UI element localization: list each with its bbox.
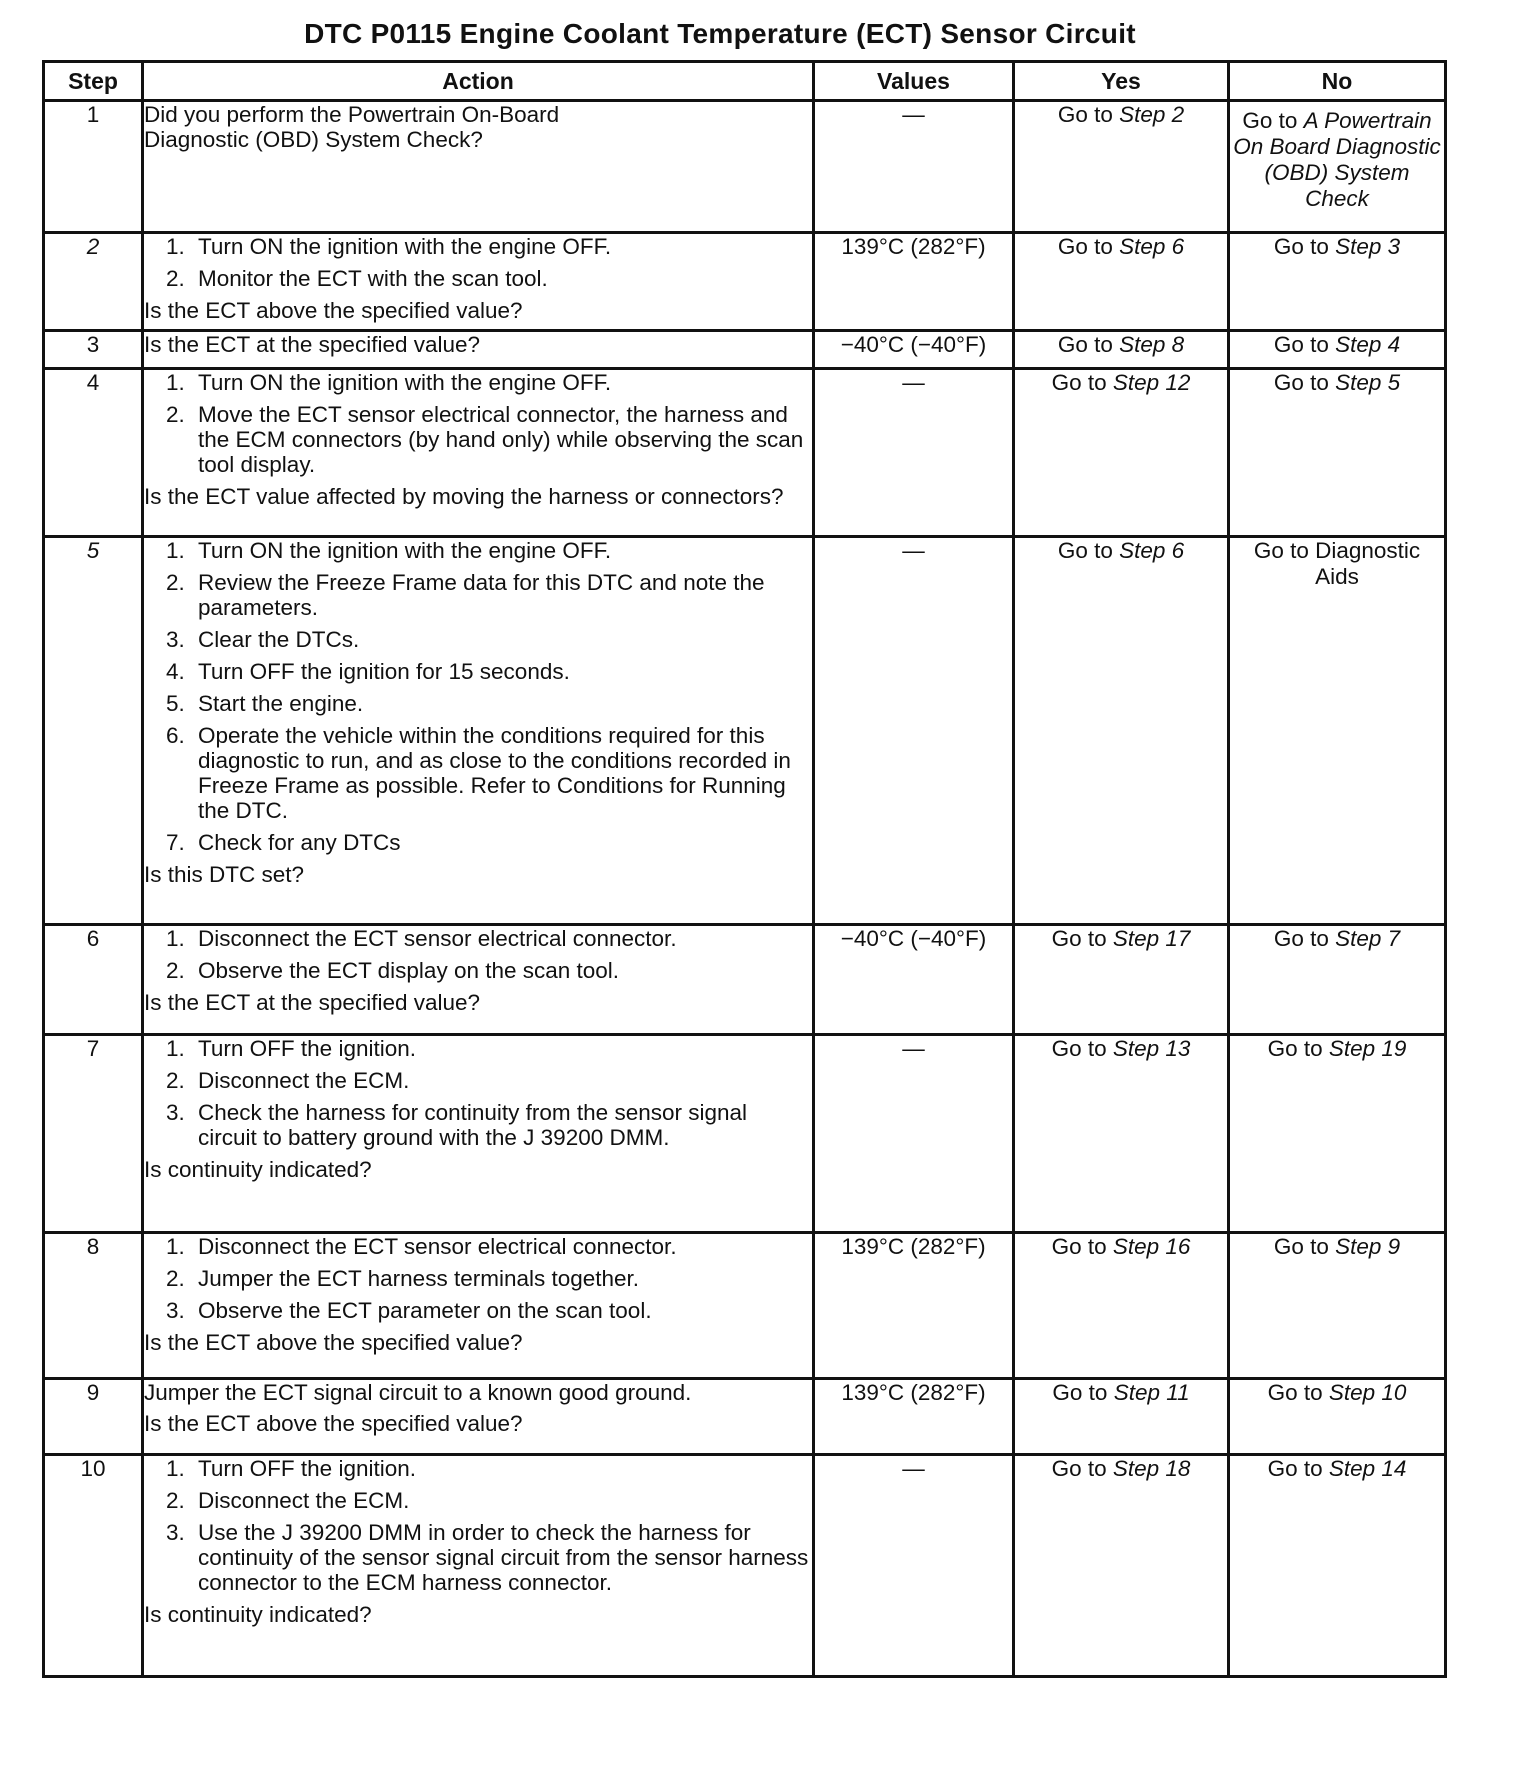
table-row bbox=[44, 537, 1446, 925]
no-cell: Go to Diagnostic Aids bbox=[1229, 537, 1446, 925]
value-cell: — bbox=[814, 537, 1014, 925]
action-question: Is continuity indicated? bbox=[144, 1602, 372, 1627]
list-item: 7. Check for any DTCs bbox=[166, 830, 401, 855]
value-cell: 139°C (282°F) bbox=[814, 1233, 1014, 1379]
value-cell: — bbox=[814, 1035, 1014, 1233]
action-list bbox=[144, 926, 812, 983]
step-number: 4 bbox=[44, 369, 143, 537]
list-item: 4. Turn OFF the ignition for 15 seconds. bbox=[166, 659, 570, 684]
action-question: Is the ECT above the specified value? bbox=[144, 1330, 523, 1355]
diagnostic-table bbox=[42, 60, 1447, 1678]
action-cell bbox=[143, 1035, 814, 1233]
table-row bbox=[44, 925, 1446, 1035]
list-item: 2. Monitor the ECT with the scan tool. bbox=[166, 266, 548, 291]
action-cell bbox=[143, 925, 814, 1035]
no-cell: Go to Step 7 bbox=[1229, 925, 1446, 1035]
step-number: 6 bbox=[44, 925, 143, 1035]
step-number: 9 bbox=[44, 1379, 143, 1455]
action-text: Jumper the ECT signal circuit to a known good ground. bbox=[144, 1380, 692, 1405]
action-cell bbox=[143, 101, 814, 233]
goto-prefix: Go to bbox=[1242, 108, 1304, 133]
action-list bbox=[144, 538, 812, 855]
goto-target: Step 2 bbox=[1119, 102, 1185, 127]
action-text: Did you perform the Powertrain On-Board Diagnostic (OBD) System Check? bbox=[144, 102, 560, 152]
no-cell: Go to Step 4 bbox=[1229, 331, 1446, 369]
header-step: Step bbox=[44, 62, 143, 101]
action-cell bbox=[143, 233, 814, 331]
action-question: Is the ECT at the specified value? bbox=[144, 990, 481, 1015]
page-title: DTC P0115 Engine Coolant Temperature (ECT) Sensor Circuit bbox=[304, 18, 1136, 49]
list-item: 1. Disconnect the ECT sensor electrical connector. bbox=[166, 926, 677, 951]
table-row bbox=[44, 331, 1446, 369]
action-cell bbox=[143, 331, 814, 369]
value-cell: −40°C (−40°F) bbox=[814, 331, 1014, 369]
step-number: 5 bbox=[44, 537, 143, 925]
yes-cell: Go to Step 13 bbox=[1014, 1035, 1229, 1233]
list-item: 3. Check the harness for continuity from the sensor signal circuit to battery ground with the J 39200 DMM. bbox=[166, 1100, 748, 1150]
table-row bbox=[44, 1035, 1446, 1233]
list-item: 2. Jumper the ECT harness terminals together. bbox=[166, 1266, 640, 1291]
action-list bbox=[144, 1234, 812, 1323]
value-cell: 139°C (282°F) bbox=[814, 233, 1014, 331]
action-cell bbox=[143, 537, 814, 925]
step-number: 2 bbox=[44, 233, 143, 331]
step-number: 1 bbox=[44, 101, 143, 233]
yes-cell: Go to Step 6 bbox=[1014, 537, 1229, 925]
step-number: 7 bbox=[44, 1035, 143, 1233]
yes-cell bbox=[1014, 101, 1229, 233]
step-number: 10 bbox=[44, 1455, 143, 1677]
header-values: Values bbox=[814, 62, 1014, 101]
no-cell: Go to Step 5 bbox=[1229, 369, 1446, 537]
no-cell: Go to Step 3 bbox=[1229, 233, 1446, 331]
value-cell: — bbox=[814, 101, 1014, 233]
list-item: 3. Observe the ECT parameter on the scan tool. bbox=[166, 1298, 652, 1323]
action-list bbox=[144, 370, 812, 477]
header-no: No bbox=[1229, 62, 1446, 101]
list-item: 2. Disconnect the ECM. bbox=[166, 1488, 410, 1513]
goto-prefix: Go to bbox=[1057, 102, 1120, 127]
list-item: 2. Move the ECT sensor electrical connector, the harness and the ECM connectors (by hand only) while observing the scan tool display. bbox=[166, 402, 804, 477]
action-text: Is the ECT at the specified value? bbox=[144, 332, 481, 357]
action-question: Is the ECT above the specified value? bbox=[144, 1411, 523, 1436]
table-row bbox=[44, 233, 1446, 331]
yes-cell: Go to Step 18 bbox=[1014, 1455, 1229, 1677]
list-item: 3. Use the J 39200 DMM in order to check the harness for continuity of the sensor signal circuit from the sensor harness connector to the ECM harness connector. bbox=[166, 1520, 809, 1595]
table-row bbox=[44, 369, 1446, 537]
list-item: 1. Turn ON the ignition with the engine OFF. bbox=[166, 234, 612, 259]
yes-cell: Go to Step 6 bbox=[1014, 233, 1229, 331]
value-cell: 139°C (282°F) bbox=[814, 1379, 1014, 1455]
list-item: 1. Turn ON the ignition with the engine OFF. bbox=[166, 370, 612, 395]
table-header-row bbox=[44, 62, 1446, 101]
step-number: 8 bbox=[44, 1233, 143, 1379]
value-cell: — bbox=[814, 369, 1014, 537]
list-item: 5. Start the engine. bbox=[166, 691, 364, 716]
list-item: 2. Disconnect the ECM. bbox=[166, 1068, 410, 1093]
step-number: 3 bbox=[44, 331, 143, 369]
list-item: 1. Disconnect the ECT sensor electrical connector. bbox=[166, 1234, 677, 1259]
action-question: Is the ECT value affected by moving the harness or connectors? bbox=[144, 484, 784, 509]
action-question: Is this DTC set? bbox=[144, 862, 305, 887]
yes-cell: Go to Step 8 bbox=[1014, 331, 1229, 369]
action-cell bbox=[143, 1455, 814, 1677]
value-cell: −40°C (−40°F) bbox=[814, 925, 1014, 1035]
yes-cell: Go to Step 16 bbox=[1014, 1233, 1229, 1379]
header-yes: Yes bbox=[1014, 62, 1229, 101]
table-row bbox=[44, 1455, 1446, 1677]
table-row bbox=[44, 1379, 1446, 1455]
action-list bbox=[144, 1036, 812, 1150]
action-cell bbox=[143, 369, 814, 537]
no-cell bbox=[1229, 101, 1446, 233]
yes-cell: Go to Step 12 bbox=[1014, 369, 1229, 537]
no-cell: Go to Step 19 bbox=[1229, 1035, 1446, 1233]
table-row bbox=[44, 1233, 1446, 1379]
list-item: 2. Observe the ECT display on the scan tool. bbox=[166, 958, 620, 983]
action-question: Is the ECT above the specified value? bbox=[144, 298, 523, 323]
action-list bbox=[144, 234, 812, 291]
value-cell: — bbox=[814, 1455, 1014, 1677]
list-item: 1. Turn OFF the ignition. bbox=[166, 1036, 417, 1061]
list-item: 2. Review the Freeze Frame data for this DTC and note the parameters. bbox=[166, 570, 765, 620]
table-row bbox=[44, 101, 1446, 233]
action-question: Is continuity indicated? bbox=[144, 1157, 372, 1182]
yes-cell: Go to Step 11 bbox=[1014, 1379, 1229, 1455]
action-cell bbox=[143, 1233, 814, 1379]
no-cell: Go to Step 9 bbox=[1229, 1233, 1446, 1379]
list-item: 1. Turn ON the ignition with the engine OFF. bbox=[166, 538, 612, 563]
no-cell: Go to Step 14 bbox=[1229, 1455, 1446, 1677]
action-list bbox=[144, 1456, 812, 1595]
no-cell: Go to Step 10 bbox=[1229, 1379, 1446, 1455]
goto-target: A Powertrain On Board Diagnostic (OBD) System Check bbox=[1233, 108, 1441, 211]
header-action: Action bbox=[143, 62, 814, 101]
yes-cell: Go to Step 17 bbox=[1014, 925, 1229, 1035]
action-cell bbox=[143, 1379, 814, 1455]
list-item: 3. Clear the DTCs. bbox=[166, 627, 360, 652]
list-item: 6. Operate the vehicle within the conditions required for this diagnostic to run, and as close to the conditions recorded in Freeze Frame as possible. Refer to Conditions for Running the DTC. bbox=[166, 723, 791, 823]
list-item: 1. Turn OFF the ignition. bbox=[166, 1456, 417, 1481]
